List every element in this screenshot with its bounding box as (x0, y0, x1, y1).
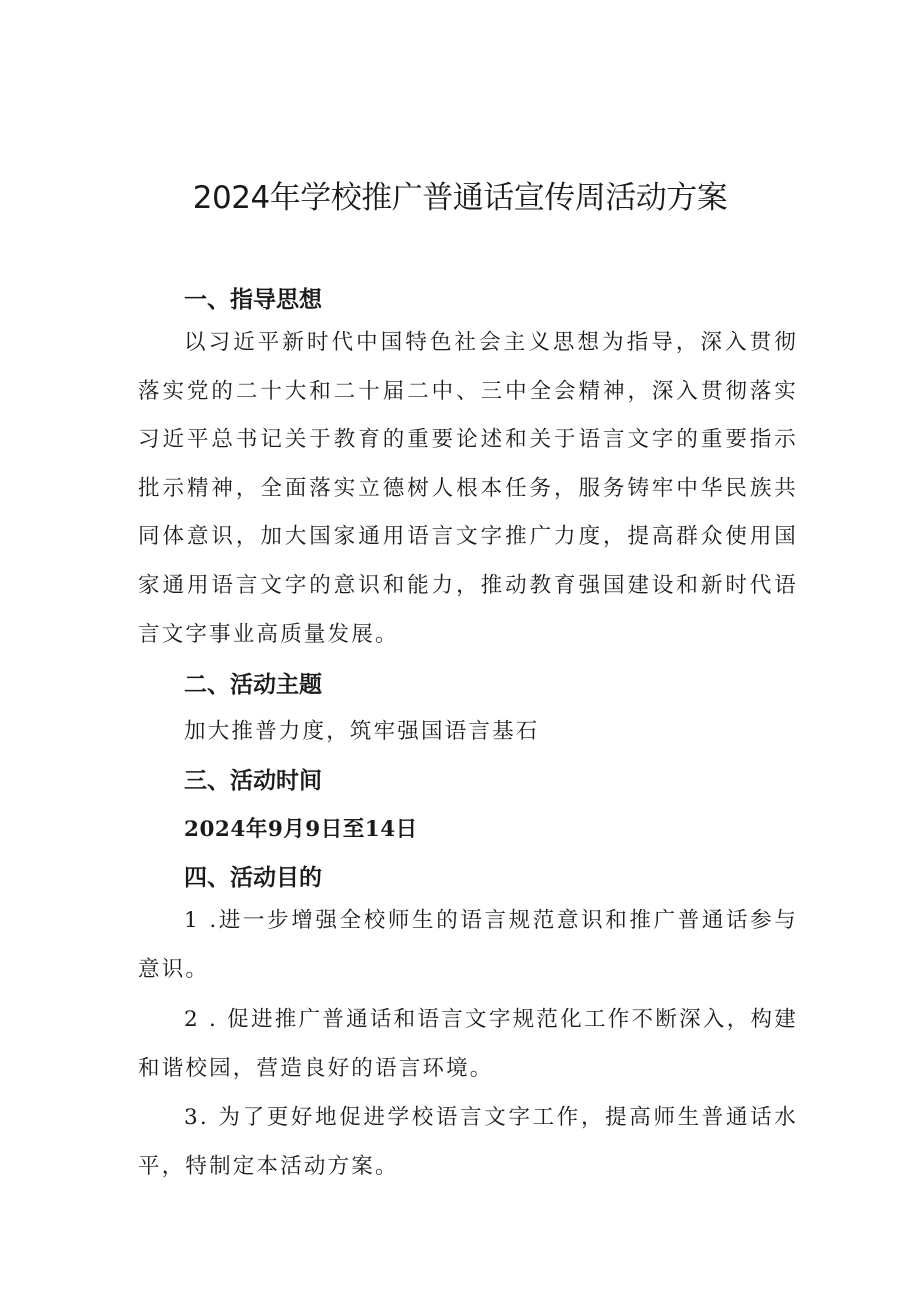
section-heading-activity-purpose: 四、活动目的 (184, 865, 322, 891)
document-title: 2024年学校推广普通话宣传周活动方案 (192, 180, 728, 216)
section-heading-activity-theme: 二、活动主题 (184, 672, 322, 698)
purpose-item-3: 3. 为了更好地促进学校语言文字工作，提高师生普通话水平，特制定本活动方案。 (138, 1105, 798, 1179)
section-body-guiding-ideology: 以习近平新时代中国特色社会主义思想为指导，深入贯彻落实党的二十大和二十届二中、三中全会精神，深入贯彻落实习近平总书记关于教育的重要论述和关于语言文字的重要指示批示精神，全面落实立德树人根本任务，服务铸牢中华民族共同体意识，加大国家通用语言文字推广力度，提高群众使用国家通用语言文字的意识和能力，推动教育强国建设和新时代语言文字事业高质量发展。 (138, 330, 798, 647)
purpose-item-2: 2 . 促进推广普通话和语言文字规范化工作不断深入，构建和谐校园，营造良好的语言环境。 (138, 1007, 798, 1081)
section-heading-guiding-ideology: 一、指导思想 (184, 287, 322, 313)
section-body-activity-theme: 加大推普力度，筑牢强国语言基石 (184, 719, 540, 744)
section-heading-activity-time: 三、活动时间 (184, 768, 322, 794)
section-body-activity-time: 2024年9月9日至14日 (184, 817, 418, 842)
purpose-item-1: 1 .进一步增强全校师生的语言规范意识和推广普通话参与意识。 (138, 908, 798, 982)
